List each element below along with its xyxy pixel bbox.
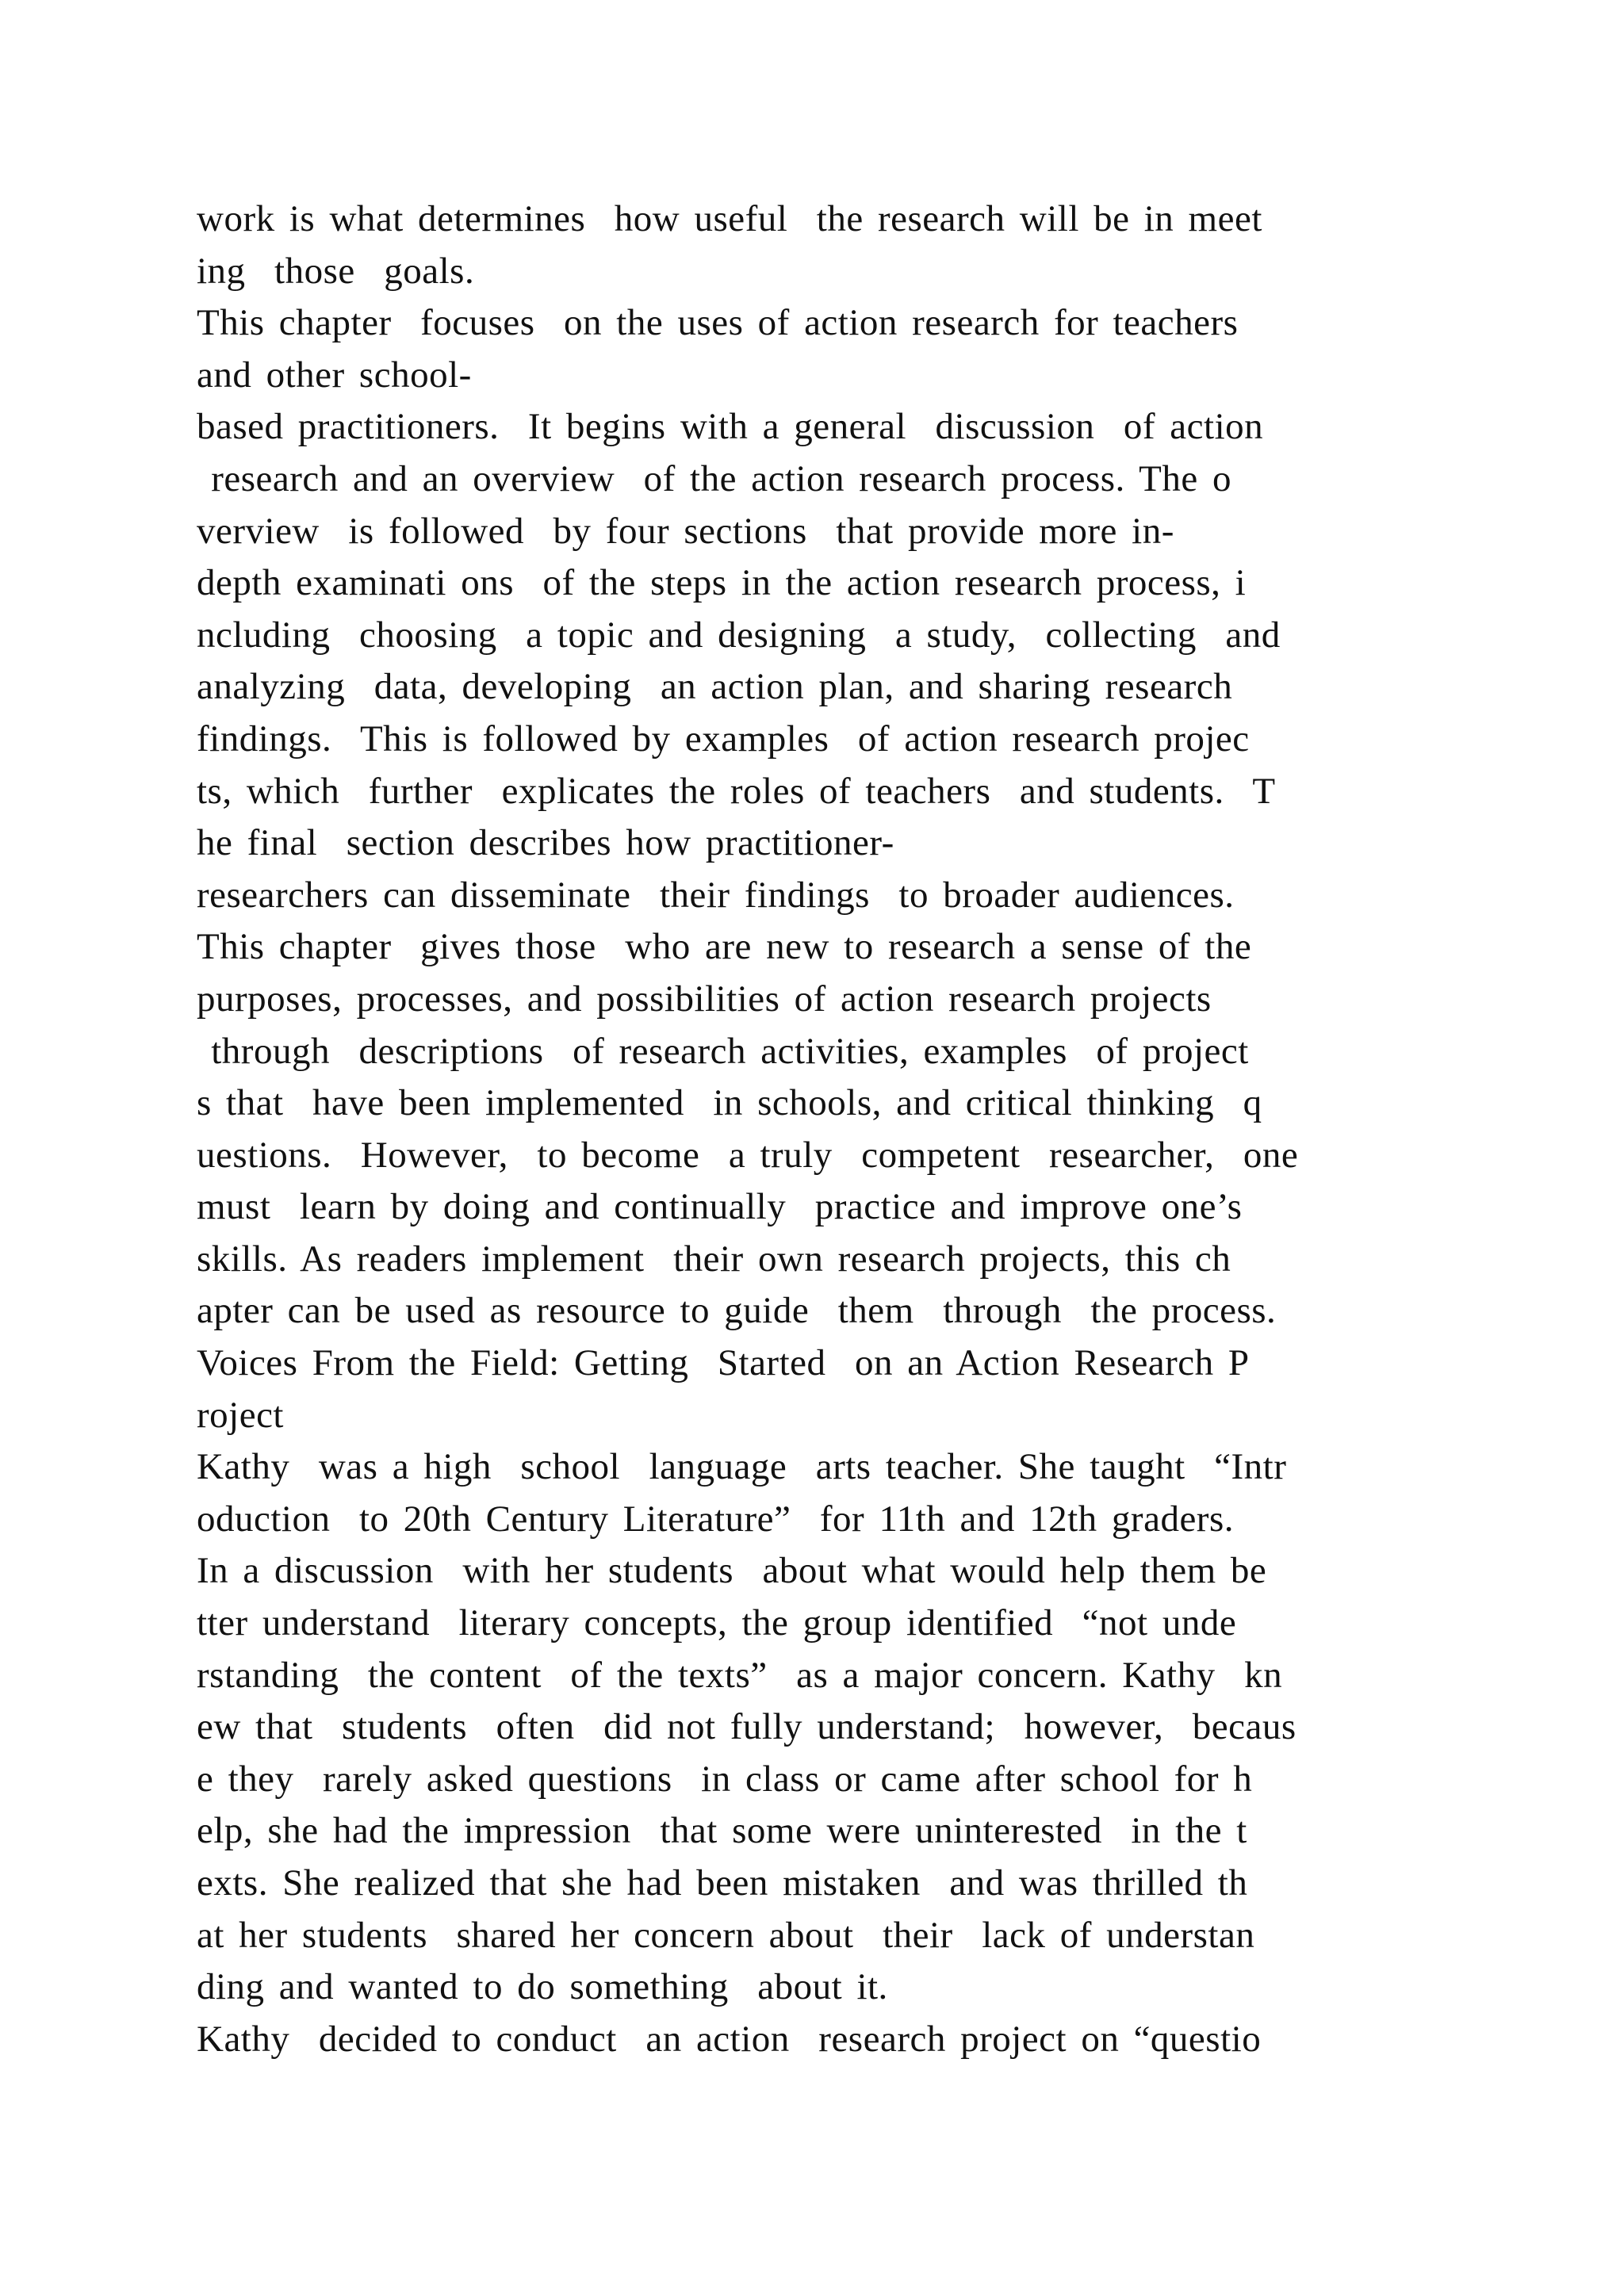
text-line: and other school- xyxy=(197,354,472,396)
text-line: ts, which further explicates the roles of teachers and students. T xyxy=(197,770,1276,812)
text-line: apter can be used as resource to guide them through the process. xyxy=(197,1290,1277,1332)
text-line: ncluding choosing a topic and designing a study, collecting and xyxy=(197,614,1281,656)
text-line: findings. This is followed by examples of action research projec xyxy=(197,718,1250,760)
text-line: skills. As readers implement their own research projects, this ch xyxy=(197,1238,1231,1280)
text-line: depth examinati ons of the steps in the action research process, i xyxy=(197,562,1247,604)
text-line: must learn by doing and continually practice and improve one’s xyxy=(197,1186,1243,1228)
body-text xyxy=(197,193,1450,2065)
text-line: s that have been implemented in schools, and critical thinking q xyxy=(197,1082,1262,1124)
text-line: verview is followed by four sections that provide more in- xyxy=(197,510,1174,552)
text-line: Kathy was a high school language arts teacher. She taught “Intr xyxy=(197,1446,1287,1488)
text-line: he final section describes how practitioner- xyxy=(197,822,894,864)
text-line: work is what determines how useful the research will be in meet xyxy=(197,198,1262,239)
text-line: research and an overview of the action research process. The o xyxy=(197,457,1232,499)
text-line: based practitioners. It begins with a general discussion of action xyxy=(197,406,1264,448)
text-line: exts. She realized that she had been mistaken and was thrilled th xyxy=(197,1862,1248,1904)
text-line: analyzing data, developing an action plan, and sharing research xyxy=(197,666,1233,708)
text-line: roject xyxy=(197,1394,284,1436)
text-line: researchers can disseminate their findings to broader audiences. xyxy=(197,874,1235,916)
text-line: ing those goals. xyxy=(197,250,475,292)
text-line: elp, she had the impression that some were uninterested in the t xyxy=(197,1810,1247,1852)
text-line: Kathy decided to conduct an action research project on “questio xyxy=(197,2018,1262,2060)
text-line: This chapter focuses on the uses of action research for teachers xyxy=(197,302,1239,344)
text-line: e they rarely asked questions in class or came after school for h xyxy=(197,1758,1253,1800)
text-line: This chapter gives those who are new to research a sense of the xyxy=(197,926,1252,968)
text-line: ding and wanted to do something about it. xyxy=(197,1966,888,2008)
text-line: through descriptions of research activities, examples of project xyxy=(197,1030,1249,1072)
text-line: Voices From the Field: Getting Started on an Action Research P xyxy=(197,1342,1250,1384)
text-line: rstanding the content of the texts” as a major concern. Kathy kn xyxy=(197,1654,1283,1696)
text-line: oduction to 20th Century Literature” for 11th and 12th graders. xyxy=(197,1498,1234,1540)
text-line: purposes, processes, and possibilities of action research projects xyxy=(197,978,1212,1020)
text-line: at her students shared her concern about their lack of understan xyxy=(197,1914,1255,1956)
text-line: uestions. However, to become a truly competent researcher, one xyxy=(197,1134,1299,1176)
text-line: tter understand literary concepts, the group identified “not unde xyxy=(197,1602,1237,1644)
text-line: ew that students often did not fully understand; however, becaus xyxy=(197,1706,1297,1748)
text-line: In a discussion with her students about what would help them be xyxy=(197,1550,1267,1592)
